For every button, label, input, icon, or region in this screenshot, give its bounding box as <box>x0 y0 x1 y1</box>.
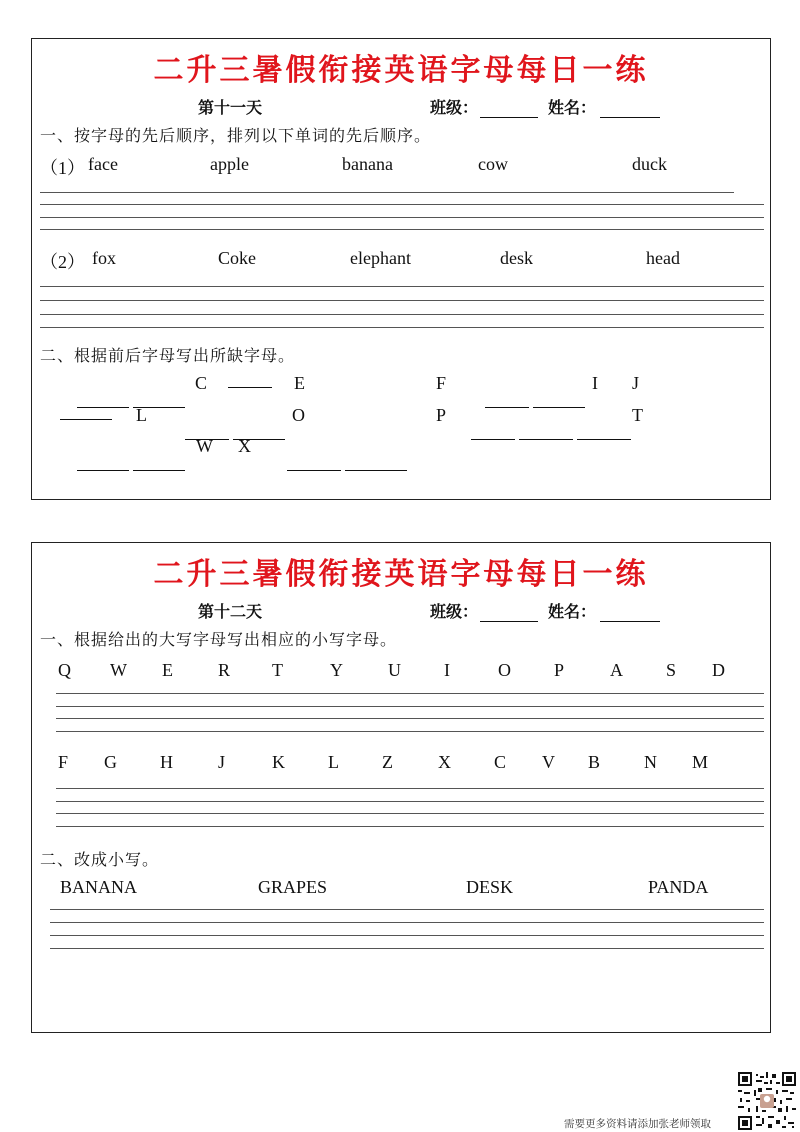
word: apple <box>210 154 249 174</box>
word: banana <box>342 154 393 174</box>
class-field <box>430 599 540 622</box>
uppercase-letter: P <box>554 660 565 680</box>
given-letter: X <box>238 436 251 456</box>
writing-line[interactable] <box>56 788 764 789</box>
uppercase-letter: X <box>438 752 451 772</box>
worksheet-day-11 <box>31 38 771 500</box>
writing-line[interactable] <box>50 909 764 910</box>
uppercase-letter: O <box>498 660 511 680</box>
missing-letters-row <box>58 436 187 496</box>
writing-line[interactable] <box>56 706 764 707</box>
given-letter: F <box>436 373 447 393</box>
uppercase-letter: Q <box>58 660 71 680</box>
uppercase-letter: F <box>58 752 69 772</box>
worksheet-title: 二升三暑假衔接英语字母每日一练 <box>153 557 649 592</box>
given-letter: T <box>632 405 643 425</box>
given-letter: W <box>196 436 213 456</box>
writing-line[interactable] <box>56 813 764 814</box>
uppercase-letter: Y <box>330 660 343 680</box>
day-label: 第十二天 <box>198 602 263 621</box>
uppercase-letter: E <box>162 660 173 680</box>
uppercase-letter: A <box>610 660 623 680</box>
writing-line[interactable] <box>50 935 764 936</box>
answer-blank[interactable] <box>519 426 573 440</box>
word: duck <box>632 154 667 174</box>
given-letter: C <box>195 373 208 393</box>
worksheet-title: 二升三暑假衔接英语字母每日一练 <box>153 53 649 88</box>
uppercase-letter: B <box>588 752 601 772</box>
uppercase-letter: D <box>712 660 725 680</box>
missing-letters-row <box>452 405 633 465</box>
writing-line[interactable] <box>40 314 764 315</box>
missing-letters-row <box>268 436 409 496</box>
uppercase-word: DESK <box>466 877 514 897</box>
class-blank[interactable] <box>480 606 538 622</box>
word: Coke <box>218 248 256 268</box>
uppercase-letter: R <box>218 660 231 680</box>
writing-line[interactable] <box>56 718 764 719</box>
word: elephant <box>350 248 411 268</box>
writing-line[interactable] <box>40 204 764 205</box>
writing-line[interactable] <box>40 286 764 287</box>
given-letter: L <box>136 405 147 425</box>
uppercase-letter: T <box>272 660 283 680</box>
name-label: 姓名： <box>548 98 597 117</box>
word: fox <box>92 248 116 268</box>
day-label: 第十一天 <box>198 98 263 117</box>
uppercase-letter: U <box>388 660 401 680</box>
writing-line[interactable] <box>50 922 764 923</box>
uppercase-letter: N <box>644 752 657 772</box>
uppercase-letter: M <box>692 752 709 772</box>
class-label: 班级： <box>430 602 479 621</box>
uppercase-letter: C <box>494 752 507 772</box>
answer-blank[interactable] <box>77 457 129 471</box>
word: head <box>646 248 680 268</box>
writing-line[interactable] <box>40 327 764 328</box>
writing-line[interactable] <box>56 693 764 694</box>
writing-line[interactable] <box>40 300 764 301</box>
uppercase-letter: S <box>666 660 677 680</box>
uppercase-letter: V <box>542 752 555 772</box>
writing-line[interactable] <box>56 826 764 827</box>
answer-blank[interactable] <box>228 374 272 388</box>
class-field <box>430 95 540 118</box>
missing-letters-row <box>226 373 274 393</box>
group-2-label: （2） <box>40 252 85 272</box>
uppercase-letter: K <box>272 752 285 772</box>
word: face <box>88 154 118 174</box>
uppercase-letter: Z <box>382 752 393 772</box>
writing-line[interactable] <box>56 801 764 802</box>
uppercase-letter: W <box>110 660 127 680</box>
answer-blank[interactable] <box>471 426 515 440</box>
name-blank[interactable] <box>600 606 660 622</box>
group-1-label: （1） <box>40 158 85 178</box>
word: desk <box>500 248 533 268</box>
uppercase-letter: L <box>328 752 339 772</box>
writing-line[interactable] <box>40 229 764 230</box>
word: cow <box>478 154 508 174</box>
given-letter: P <box>436 405 447 425</box>
answer-blank[interactable] <box>133 457 185 471</box>
answer-blank[interactable] <box>577 426 631 440</box>
uppercase-word: GRAPES <box>258 877 328 897</box>
given-letter: J <box>632 373 640 393</box>
worksheet-day-12 <box>31 542 771 1033</box>
name-field <box>548 599 660 622</box>
section-2-instruction: 二、根据前后字母写出所缺字母。 <box>40 346 296 365</box>
section-1-instruction: 一、根据给出的大写字母写出相应的小写字母。 <box>40 630 398 649</box>
uppercase-letter: I <box>444 660 450 680</box>
name-field <box>548 95 660 118</box>
name-label: 姓名： <box>548 602 597 621</box>
section-2-instruction: 二、改成小写。 <box>40 850 160 869</box>
uppercase-word: PANDA <box>648 877 709 897</box>
writing-line[interactable] <box>56 731 764 732</box>
answer-blank[interactable] <box>60 406 112 420</box>
class-blank[interactable] <box>480 102 538 118</box>
uppercase-word: BANANA <box>60 877 138 897</box>
class-label: 班级： <box>430 98 479 117</box>
missing-letters-row <box>58 405 114 425</box>
section-1-instruction: 一、按字母的先后顺序，排列以下单词的先后顺序。 <box>40 126 432 145</box>
given-letter: O <box>292 405 305 425</box>
answer-blank[interactable] <box>287 457 341 471</box>
qr-code-icon <box>738 1072 796 1130</box>
writing-line[interactable] <box>40 192 734 193</box>
uppercase-letter: H <box>160 752 173 772</box>
given-letter: I <box>592 373 598 393</box>
given-letter: E <box>294 373 305 393</box>
footer-note: 需要更多资料请添加张老师领取 <box>564 1118 711 1130</box>
uppercase-letter: G <box>104 752 117 772</box>
writing-line[interactable] <box>40 217 764 218</box>
answer-blank[interactable] <box>345 457 407 471</box>
uppercase-letter: J <box>218 752 226 772</box>
name-blank[interactable] <box>600 102 660 118</box>
writing-line[interactable] <box>50 948 764 949</box>
